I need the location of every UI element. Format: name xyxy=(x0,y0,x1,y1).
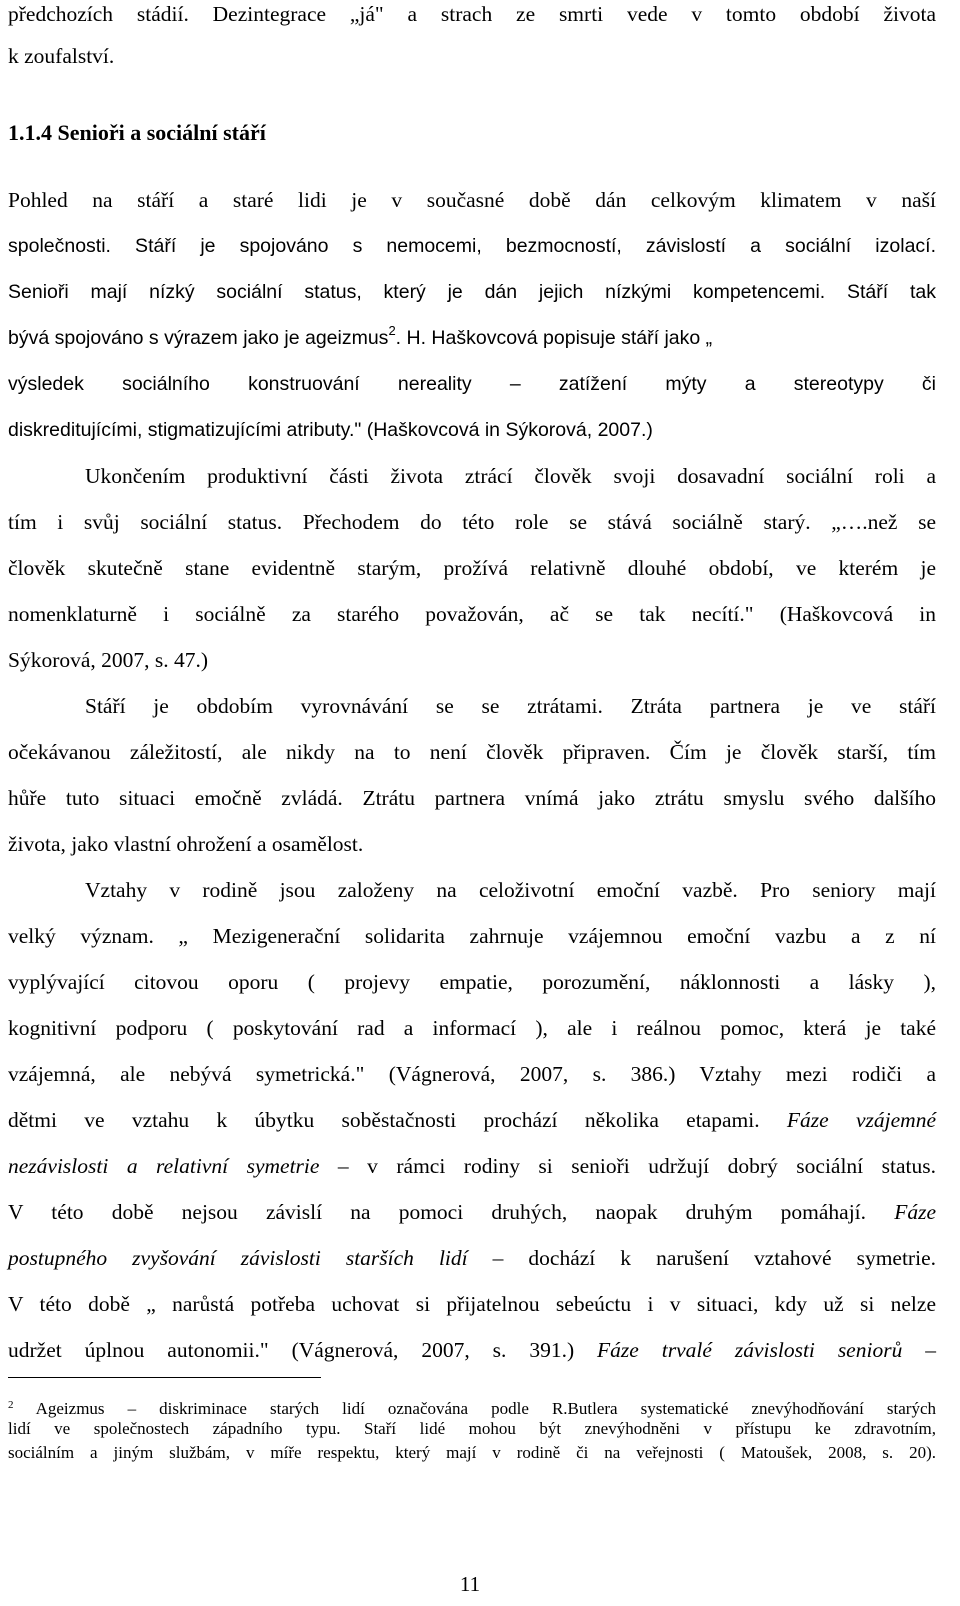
text-line: vyplývající citovou oporu ( projevy empatie, porozumění, náklonnosti a lásky ), xyxy=(8,970,936,994)
text-span: V této době nejsou závislí na pomoci druhých, naopak druhým pomáhají. xyxy=(8,1200,895,1224)
text-line xyxy=(8,1198,936,1226)
text-line: života, jako vlastní ohrožení a osamělost. xyxy=(8,832,364,856)
text-line xyxy=(8,1152,936,1180)
text-line: člověk skutečně stane evidentně starým, prožívá relativně dlouhé období, ve kterém je xyxy=(8,556,936,580)
text-line: předchozích stádií. Dezintegrace „já" a strach ze smrti vede v tomto období života xyxy=(8,2,936,26)
text-line: Ukončením produktivní části života ztrácí člověk svoji dosavadní sociální roli a xyxy=(85,464,936,488)
text-line: kognitivní podporu ( poskytování rad a informací ), ale i reálnou pomoc, která je také xyxy=(8,1016,936,1040)
text-line: Stáří je obdobím vyrovnávání se se ztrátami. Ztráta partnera je ve stáří xyxy=(85,694,936,718)
text-line: V této době „ narůstá potřeba uchovat si přijatelnou sebeúctu i v situaci, kdy už si nelze xyxy=(8,1292,936,1316)
text-line: Pohled na stáří a staré lidi je v současné době dán celkovým klimatem v naší xyxy=(8,188,936,212)
text-line: k zoufalství. xyxy=(8,44,115,68)
text-line xyxy=(8,324,936,352)
page-number: 11 xyxy=(459,1572,481,1596)
text-line: Senioři mají nízký sociální status, který je dán jejich nízkými kompetencemi. Stáří tak xyxy=(8,281,936,303)
footnote-number: 2 xyxy=(8,1399,14,1411)
text-span: – v rámci rodiny si senioři udržují dobrý sociální status. xyxy=(319,1154,936,1178)
text-span: – xyxy=(902,1338,937,1362)
text-line: hůře tuto situaci emočně zvládá. Ztrátu partnera vnímá jako ztrátu smyslu svého dalšího xyxy=(8,786,936,810)
text-line xyxy=(8,1106,936,1134)
text-line: diskreditujícími, stigmatizujícími atributy." (Haškovcová in Sýkorová, 2007.) xyxy=(8,419,653,441)
text-line: Sýkorová, 2007, s. 47.) xyxy=(8,648,209,672)
footnote-divider xyxy=(8,1377,321,1378)
text-span: Ageizmus – diskriminace starých lidí označována podle R.Butlera systematické znevýhodňování starých xyxy=(13,1399,936,1418)
text-line: velký význam. „ Mezigenerační solidarita zahrnuje vzájemnou emoční vazbu a z ní xyxy=(8,924,936,948)
text-span: bývá spojováno s výrazem jako je ageizmus xyxy=(8,327,389,349)
text-line: očekávanou záležitostí, ale nikdy na to není člověk připraven. Čím je člověk starší, tím xyxy=(8,740,936,764)
italic-span: nezávislosti a relativní symetrie xyxy=(8,1154,320,1178)
text-span: udržet úplnou autonomii." (Vágnerová, 2007, s. 391.) xyxy=(8,1338,598,1362)
text-span: – dochází k narušení vztahové symetrie. xyxy=(467,1246,936,1270)
footnote-line: lidí ve společnostech západního typu. Staří lidé mohou být znevýhodněni v přístupu ke zdravotním, xyxy=(8,1419,936,1438)
footnote-reference: 2 xyxy=(388,323,396,338)
section-heading: 1.1.4 Senioři a sociální stáří xyxy=(8,120,266,145)
text-line xyxy=(8,1244,936,1272)
italic-span: postupného zvyšování závislosti starších lidí xyxy=(8,1246,468,1270)
italic-span: Fáze trvalé závislosti seniorů xyxy=(597,1338,903,1362)
text-line: tím i svůj sociální status. Přechodem do této role se stává sociálně starý. „….než se xyxy=(8,510,936,534)
text-line: vzájemná, ale nebývá symetrická." (Vágnerová, 2007, s. 386.) Vztahy mezi rodiči a xyxy=(8,1062,936,1086)
footnote-line xyxy=(8,1394,936,1420)
text-line: Vztahy v rodině jsou založeny na celoživotní emoční vazbě. Pro seniory mají xyxy=(85,878,936,902)
text-line: nomenklaturně i sociálně za starého považován, ač se tak necítí." (Haškovcová in xyxy=(8,602,936,626)
text-span: dětmi ve vztahu k úbytku soběstačnosti prochází několika etapami. xyxy=(8,1108,787,1132)
italic-span: Fáze vzájemné xyxy=(786,1108,936,1132)
text-line: výsledek sociálního konstruování nereality – zatížení mýty a stereotypy či xyxy=(8,373,936,395)
italic-span: Fáze xyxy=(894,1200,936,1224)
text-line: společnosti. Stáří je spojováno s nemocemi, bezmocností, závislostí a sociální izolací. xyxy=(8,235,936,257)
text-span: . H. Haškovcová popisuje stáří jako „ xyxy=(395,327,713,349)
footnote-line: sociálním a jiným službám, v míře respektu, který mají v rodině či na veřejnosti ( Matoušek, 2008, s. 20). xyxy=(8,1443,936,1462)
text-line xyxy=(8,1336,936,1364)
